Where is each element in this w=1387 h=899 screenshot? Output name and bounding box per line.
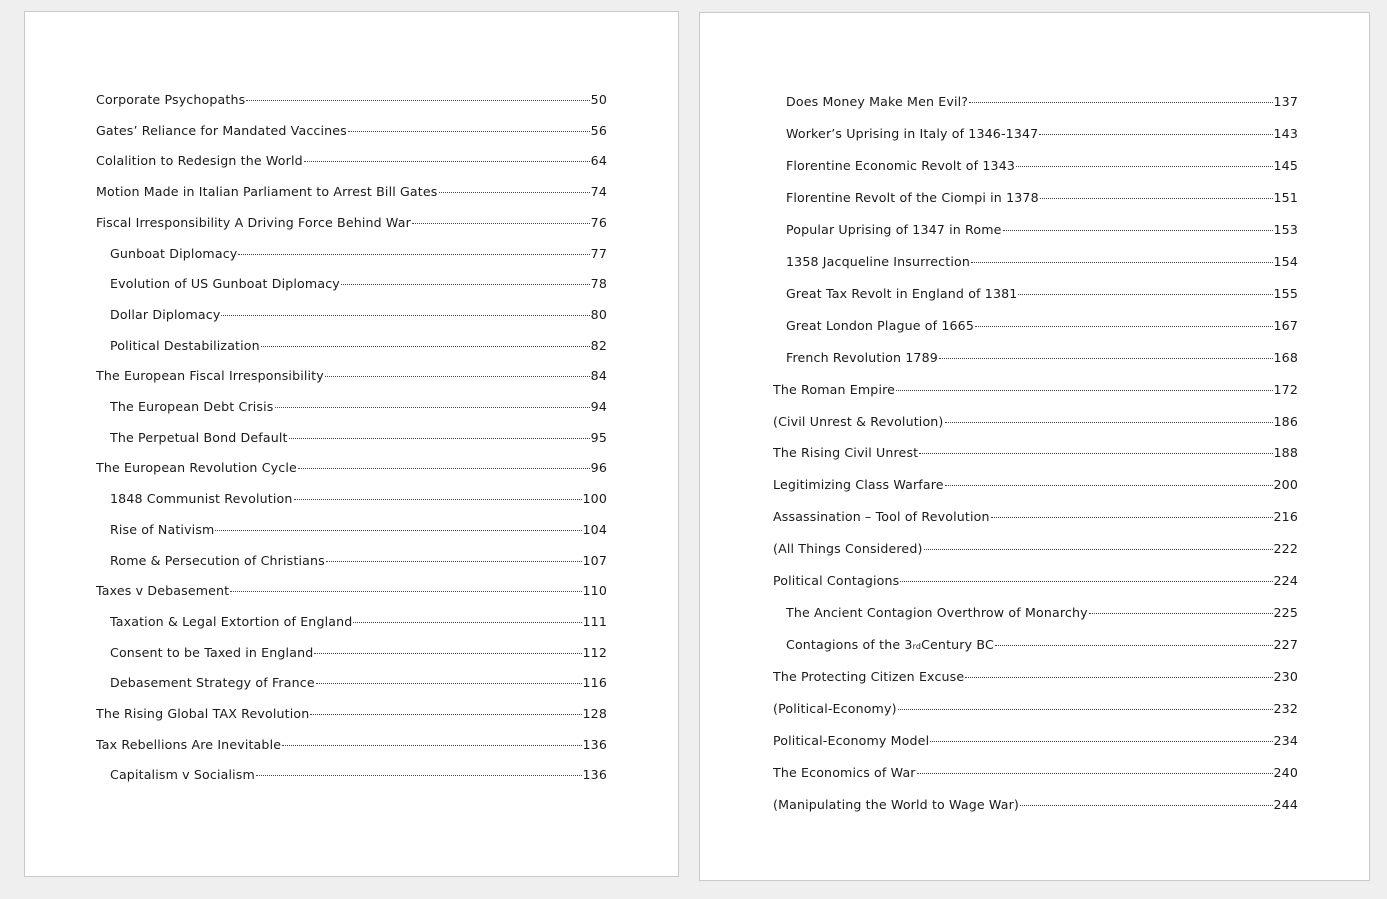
toc-dot-leader bbox=[261, 346, 590, 347]
toc-entry-title: Florentine Revolt of the Ciompi in 1378 bbox=[786, 190, 1039, 205]
toc-entry-title: Taxation & Legal Extortion of England bbox=[110, 614, 353, 629]
toc-page-number: 172 bbox=[1273, 382, 1298, 397]
toc-dot-leader bbox=[939, 358, 1273, 359]
toc-page-number: 100 bbox=[582, 491, 607, 506]
toc-page-number: 104 bbox=[582, 522, 607, 537]
toc-entry-title: Debasement Strategy of France bbox=[110, 675, 315, 690]
toc-entry-title: 1848 Communist Revolution bbox=[110, 491, 293, 506]
toc-dot-leader bbox=[215, 530, 581, 531]
toc-entry[interactable] bbox=[110, 613, 607, 631]
toc-entry[interactable] bbox=[786, 285, 1298, 303]
toc-dot-leader bbox=[965, 677, 1272, 678]
toc-page-number: 56 bbox=[590, 123, 607, 138]
toc-page-number: 167 bbox=[1273, 318, 1298, 333]
toc-entry-title: The Ancient Contagion Overthrow of Monarchy bbox=[786, 605, 1088, 620]
toc-entry[interactable] bbox=[110, 398, 607, 416]
toc-entry-title: (All Things Considered) bbox=[773, 541, 923, 556]
toc-entry-title: (Manipulating the World to Wage War) bbox=[773, 797, 1019, 812]
toc-page-number: 168 bbox=[1273, 350, 1298, 365]
toc-entry[interactable] bbox=[786, 349, 1298, 367]
toc-entry-title: (Civil Unrest & Revolution) bbox=[773, 414, 944, 429]
toc-page-number: 186 bbox=[1273, 414, 1298, 429]
toc-dot-leader bbox=[1040, 198, 1273, 199]
toc-entry[interactable] bbox=[786, 604, 1298, 622]
toc-entry-title: The Rising Civil Unrest bbox=[773, 445, 919, 460]
toc-entry[interactable] bbox=[786, 221, 1298, 239]
toc-entry[interactable] bbox=[773, 668, 1298, 686]
toc-dot-leader bbox=[221, 315, 589, 316]
toc-entry[interactable] bbox=[786, 125, 1298, 143]
toc-entry[interactable] bbox=[110, 429, 607, 447]
toc-dot-leader bbox=[945, 422, 1273, 423]
toc-dot-leader bbox=[348, 131, 590, 132]
toc-entry[interactable] bbox=[110, 521, 607, 539]
toc-entry[interactable] bbox=[786, 93, 1298, 111]
toc-entry-title: The European Debt Crisis bbox=[110, 399, 274, 414]
toc-entry-title: Legitimizing Class Warfare bbox=[773, 477, 944, 492]
toc-entry-title: Dollar Diplomacy bbox=[110, 307, 221, 322]
toc-dot-leader bbox=[995, 645, 1273, 646]
toc-entry[interactable] bbox=[773, 764, 1298, 782]
toc-page-number: 136 bbox=[582, 737, 607, 752]
toc-page-number: 80 bbox=[590, 307, 607, 322]
toc-page-number: 50 bbox=[590, 92, 607, 107]
toc-page-number: 137 bbox=[1273, 94, 1298, 109]
toc-entry[interactable] bbox=[773, 700, 1298, 718]
toc-entry[interactable] bbox=[110, 552, 607, 570]
toc-page-number: 227 bbox=[1273, 637, 1298, 652]
toc-dot-leader bbox=[325, 376, 590, 377]
toc-page-number: 110 bbox=[582, 583, 607, 598]
toc-entry-title: Florentine Economic Revolt of 1343 bbox=[786, 158, 1016, 173]
toc-entry[interactable] bbox=[110, 644, 607, 662]
toc-entry[interactable] bbox=[96, 122, 607, 140]
toc-entry-title: The Rising Global TAX Revolution bbox=[96, 706, 310, 721]
document-page-left bbox=[24, 11, 679, 877]
toc-entry-title: Political-Economy Model bbox=[773, 733, 930, 748]
toc-page-number: 95 bbox=[590, 430, 607, 445]
toc-entry[interactable] bbox=[786, 157, 1298, 175]
toc-entry-title: Rome & Persecution of Christians bbox=[110, 553, 325, 568]
toc-dot-leader bbox=[282, 745, 581, 746]
toc-entry[interactable] bbox=[773, 508, 1298, 526]
toc-entry-title: Popular Uprising of 1347 in Rome bbox=[786, 222, 1002, 237]
toc-entry-title: Political Contagions bbox=[773, 573, 900, 588]
toc-page-number: 222 bbox=[1273, 541, 1298, 556]
toc-dot-leader bbox=[991, 517, 1273, 518]
toc-page-number: 145 bbox=[1273, 158, 1298, 173]
toc-dot-leader bbox=[924, 549, 1273, 550]
toc-entry[interactable] bbox=[96, 214, 607, 232]
toc-entry[interactable] bbox=[96, 459, 607, 477]
toc-dot-leader bbox=[310, 714, 581, 715]
toc-page-number: 240 bbox=[1273, 765, 1298, 780]
toc-dot-leader bbox=[439, 192, 590, 193]
toc-entry-title: Motion Made in Italian Parliament to Arrest Bill Gates bbox=[96, 184, 438, 199]
toc-dot-leader bbox=[917, 773, 1273, 774]
toc-entry[interactable] bbox=[773, 732, 1298, 750]
toc-dot-leader bbox=[412, 223, 590, 224]
toc-dot-leader bbox=[294, 499, 582, 500]
toc-entry-title: (Political-Economy) bbox=[773, 701, 897, 716]
toc-dot-leader bbox=[246, 100, 589, 101]
toc-entry-title: Assassination – Tool of Revolution bbox=[773, 509, 990, 524]
toc-page-number: 74 bbox=[590, 184, 607, 199]
toc-dot-leader bbox=[230, 591, 581, 592]
toc-page-number: 112 bbox=[582, 645, 607, 660]
toc-entry-title: Worker’s Uprising in Italy of 1346-1347 bbox=[786, 126, 1039, 141]
toc-page-number: 225 bbox=[1273, 605, 1298, 620]
toc-entry[interactable] bbox=[773, 476, 1298, 494]
toc-page-number: 78 bbox=[590, 276, 607, 291]
toc-entry-title: Capitalism v Socialism bbox=[110, 767, 255, 782]
toc-dot-leader bbox=[304, 161, 590, 162]
toc-entry[interactable] bbox=[96, 367, 607, 385]
toc-dot-leader bbox=[971, 262, 1273, 263]
toc-page-number: 224 bbox=[1273, 573, 1298, 588]
toc-page-number: 244 bbox=[1273, 797, 1298, 812]
toc-entry[interactable] bbox=[786, 253, 1298, 271]
toc-page-number: 82 bbox=[590, 338, 607, 353]
toc-dot-leader bbox=[289, 438, 590, 439]
document-page-right bbox=[699, 12, 1370, 881]
toc-entry-title: Gunboat Diplomacy bbox=[110, 246, 238, 261]
toc-dot-leader bbox=[1018, 294, 1272, 295]
toc-entry-title: Taxes v Debasement bbox=[96, 583, 230, 598]
toc-entry-title: French Revolution 1789 bbox=[786, 350, 938, 365]
toc-entry[interactable] bbox=[110, 766, 607, 784]
toc-entry-title: The European Revolution Cycle bbox=[96, 460, 297, 475]
toc-dot-leader bbox=[1039, 134, 1272, 135]
toc-dot-leader bbox=[341, 284, 590, 285]
toc-page-number: 111 bbox=[582, 614, 607, 629]
toc-page-number: 155 bbox=[1273, 286, 1298, 301]
toc-dot-leader bbox=[1089, 613, 1273, 614]
toc-entry-title: 1358 Jacqueline Insurrection bbox=[786, 254, 970, 269]
toc-entry-title: The Protecting Citizen Excuse bbox=[773, 669, 965, 684]
toc-entry[interactable] bbox=[96, 152, 607, 170]
toc-dot-leader bbox=[298, 468, 590, 469]
toc-dot-leader bbox=[1020, 805, 1273, 806]
toc-entry-title: The Perpetual Bond Default bbox=[110, 430, 288, 445]
toc-entry[interactable] bbox=[96, 736, 607, 754]
toc-entry[interactable] bbox=[96, 91, 607, 109]
toc-entry-title-continued: Century BC bbox=[921, 637, 994, 652]
toc-dot-leader bbox=[945, 485, 1273, 486]
toc-entry-title: Contagions of the 3 bbox=[786, 637, 913, 652]
toc-entry-title: Does Money Make Men Evil? bbox=[786, 94, 969, 109]
toc-entry[interactable] bbox=[96, 582, 607, 600]
toc-entry-title: Corporate Psychopaths bbox=[96, 92, 246, 107]
toc-entry[interactable] bbox=[110, 674, 607, 692]
toc-page-number: 234 bbox=[1273, 733, 1298, 748]
toc-dot-leader bbox=[326, 561, 582, 562]
toc-dot-leader bbox=[898, 709, 1273, 710]
toc-dot-leader bbox=[1003, 230, 1273, 231]
toc-entry-title: Rise of Nativism bbox=[110, 522, 215, 537]
toc-page-number: 136 bbox=[582, 767, 607, 782]
toc-entry[interactable]: Contagions of the 3 rd Century BC 227 bbox=[786, 637, 1298, 652]
toc-dot-leader bbox=[1016, 166, 1272, 167]
toc-page-number: 230 bbox=[1273, 669, 1298, 684]
toc-page-number: 151 bbox=[1273, 190, 1298, 205]
toc-entry-title: The Economics of War bbox=[773, 765, 916, 780]
toc-dot-leader bbox=[256, 775, 582, 776]
toc-page-number: 84 bbox=[590, 368, 607, 383]
toc-entry-title: Consent to be Taxed in England bbox=[110, 645, 314, 660]
toc-entry-title: Gates’ Reliance for Mandated Vaccines bbox=[96, 123, 347, 138]
toc-page-number: 94 bbox=[590, 399, 607, 414]
toc-dot-leader bbox=[896, 390, 1272, 391]
toc-entry[interactable] bbox=[773, 381, 1298, 399]
toc-page-number: 77 bbox=[590, 246, 607, 261]
toc-page-number: 96 bbox=[590, 460, 607, 475]
toc-dot-leader bbox=[316, 683, 582, 684]
toc-entry-title: Fiscal Irresponsibility A Driving Force Behind War bbox=[96, 215, 411, 230]
toc-dot-leader bbox=[930, 741, 1272, 742]
toc-dot-leader bbox=[353, 622, 581, 623]
toc-page-number: 216 bbox=[1273, 509, 1298, 524]
toc-page-number: 200 bbox=[1273, 477, 1298, 492]
toc-page-number: 116 bbox=[582, 675, 607, 690]
toc-dot-leader bbox=[238, 254, 589, 255]
toc-entry[interactable] bbox=[786, 317, 1298, 335]
toc-entry[interactable] bbox=[773, 540, 1298, 558]
toc-entry[interactable] bbox=[96, 705, 607, 723]
toc-entry[interactable] bbox=[110, 490, 607, 508]
toc-dot-leader bbox=[969, 102, 1272, 103]
toc-page-number: 154 bbox=[1273, 254, 1298, 269]
toc-dot-leader bbox=[275, 407, 590, 408]
toc-entry[interactable] bbox=[110, 306, 607, 324]
toc-dot-leader bbox=[314, 653, 581, 654]
toc-page-number: 232 bbox=[1273, 701, 1298, 716]
toc-page-number: 143 bbox=[1273, 126, 1298, 141]
toc-entry[interactable] bbox=[773, 572, 1298, 590]
toc-entry[interactable] bbox=[786, 189, 1298, 207]
toc-entry[interactable] bbox=[773, 444, 1298, 462]
toc-entry-title: Great London Plague of 1665 bbox=[786, 318, 975, 333]
toc-dot-leader bbox=[975, 326, 1272, 327]
toc-entry[interactable] bbox=[110, 245, 607, 263]
toc-entry[interactable] bbox=[773, 413, 1298, 431]
toc-page-number: 64 bbox=[590, 153, 607, 168]
toc-page-number: 107 bbox=[582, 553, 607, 568]
toc-page-number: 153 bbox=[1273, 222, 1298, 237]
toc-entry-title: Political Destabilization bbox=[110, 338, 260, 353]
toc-entry-title: Colalition to Redesign the World bbox=[96, 153, 303, 168]
toc-entry-title: Great Tax Revolt in England of 1381 bbox=[786, 286, 1018, 301]
toc-page-number: 188 bbox=[1273, 445, 1298, 460]
toc-entry[interactable] bbox=[96, 183, 607, 201]
toc-entry[interactable] bbox=[110, 275, 607, 293]
toc-entry[interactable] bbox=[773, 796, 1298, 814]
toc-entry-title: The European Fiscal Irresponsibility bbox=[96, 368, 324, 383]
toc-entry-title: The Roman Empire bbox=[773, 382, 896, 397]
toc-dot-leader bbox=[919, 453, 1272, 454]
toc-entry[interactable] bbox=[110, 337, 607, 355]
toc-entry-title: Tax Rebellions Are Inevitable bbox=[96, 737, 282, 752]
toc-dot-leader bbox=[900, 581, 1272, 582]
toc-entry-title: Evolution of US Gunboat Diplomacy bbox=[110, 276, 340, 291]
toc-page-number: 128 bbox=[582, 706, 607, 721]
toc-page-number: 76 bbox=[590, 215, 607, 230]
